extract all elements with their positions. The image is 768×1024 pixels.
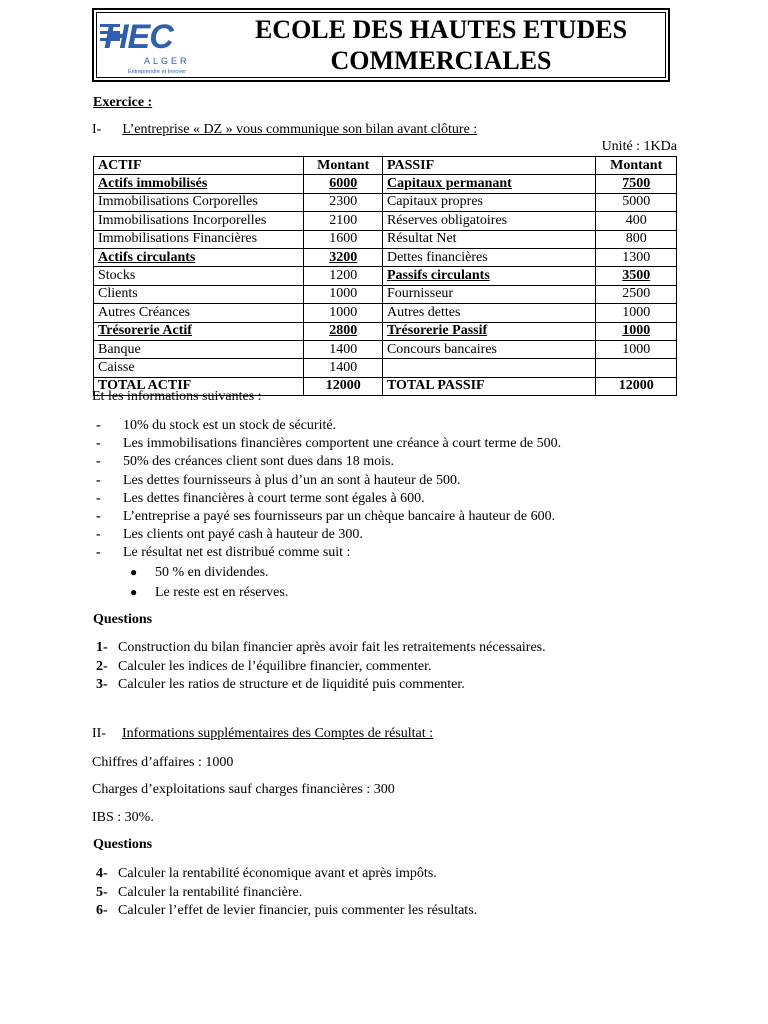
passif-amount-text: 2500 — [622, 286, 651, 302]
actif-label — [94, 322, 304, 340]
document-header — [92, 8, 670, 82]
question-text: Construction du bilan financier après avoir fait les retraitements nécessaires. — [118, 640, 546, 655]
actif-label-text: Actifs immobilisés — [98, 176, 208, 192]
question-number: 6- — [96, 903, 108, 918]
question-number: 1- — [96, 640, 108, 655]
actif-label-text: Clients — [98, 286, 138, 302]
actif-label-text: Autres Créances — [98, 304, 191, 320]
question-item — [96, 639, 546, 658]
list-item-text: Le résultat net est distribué comme suit : — [123, 545, 351, 561]
question-number: 2- — [96, 658, 108, 674]
actif-amount-text: 3200 — [329, 249, 358, 265]
questions-list-2 — [96, 865, 477, 921]
passif-label-text: Réserves obligatoires — [386, 212, 508, 228]
actif-label — [94, 340, 304, 358]
actif-amount — [304, 248, 383, 266]
passif-label-text: TOTAL PASSIF — [386, 378, 485, 394]
dash-marker: - — [96, 490, 101, 506]
actif-amount — [304, 193, 383, 211]
header-montant-passif: Montant — [596, 157, 677, 175]
logo-city: ALGER — [144, 56, 190, 66]
bullet-icon: ● — [130, 565, 138, 579]
part2-title: Informations supplémentaires des Comptes de résultat : — [122, 726, 434, 741]
questions-title-2: Questions — [93, 837, 153, 852]
school-name-line2: COMMERCIALES — [330, 46, 552, 75]
list-item-text: L’entreprise a payé ses fournisseurs par un chèque bancaire à hauteur de 600. — [123, 508, 556, 524]
actif-amount-text: 1400 — [329, 341, 358, 357]
actif-amount — [304, 377, 383, 395]
passif-amount-text: 800 — [625, 231, 647, 247]
actif-amount — [304, 230, 383, 248]
header-passif: PASSIF — [382, 157, 595, 175]
actif-label-text: Trésorerie Actif — [98, 323, 192, 339]
passif-amount — [596, 175, 677, 193]
school-name-line1: ECOLE DES HAUTES ETUDES — [254, 15, 628, 44]
questions-list-1 — [96, 639, 546, 695]
balance-sheet-table — [93, 156, 677, 396]
passif-amount-text: 1300 — [622, 249, 651, 265]
question-text: Calculer les ratios de structure et de liquidité puis commenter. — [118, 677, 465, 692]
actif-label-text: Banque — [98, 341, 141, 357]
actif-amount — [304, 340, 383, 358]
dash-marker: - — [96, 527, 101, 543]
list-item — [96, 508, 561, 526]
actif-label — [94, 359, 304, 377]
passif-label-text: Dettes financières — [386, 249, 488, 265]
exercise-title: Exercice : — [93, 95, 153, 110]
actif-label — [94, 248, 304, 266]
actif-amount-text: 2300 — [329, 194, 358, 210]
part2-number: II- — [92, 726, 106, 741]
logo-tagline: Entreprendre et Innover — [128, 69, 187, 75]
passif-label — [382, 304, 595, 322]
actif-label-text: Actifs circulants — [98, 249, 196, 265]
question-text: Calculer la rentabilité économique avant et après impôts. — [118, 866, 437, 881]
passif-label-text: Capitaux propres — [386, 194, 483, 210]
passif-amount — [596, 193, 677, 211]
passif-label — [382, 359, 595, 377]
list-item — [96, 490, 561, 508]
actif-amount — [304, 322, 383, 340]
distribution-list — [130, 563, 288, 602]
actif-amount-text: 1400 — [329, 359, 358, 375]
passif-label — [382, 193, 595, 211]
passif-amount-text: 400 — [625, 212, 647, 228]
ibs-rate: IBS : 30%. — [92, 810, 154, 825]
list-item — [96, 472, 561, 490]
actif-amount-text: 12000 — [325, 378, 361, 394]
actif-amount — [304, 267, 383, 285]
school-name — [214, 14, 668, 76]
passif-label — [382, 248, 595, 266]
list-item — [96, 453, 561, 471]
actif-amount — [304, 212, 383, 230]
header-actif: ACTIF — [94, 157, 304, 175]
part1-title: L’entreprise « DZ » vous communique son bilan avant clôture : — [122, 122, 478, 137]
table-row — [94, 212, 677, 230]
passif-amount-text: 1000 — [622, 323, 651, 339]
passif-label — [382, 212, 595, 230]
question-item — [96, 902, 477, 921]
list-item — [96, 526, 561, 544]
passif-amount-text: 7500 — [622, 176, 651, 192]
question-number: 3- — [96, 677, 108, 692]
question-text: Calculer la rentabilité financière. — [118, 884, 303, 900]
passif-amount — [596, 340, 677, 358]
unit-label: Unité : 1KDa — [601, 139, 677, 154]
passif-label — [382, 285, 595, 303]
dash-marker: - — [96, 472, 101, 488]
part1-number: I- — [92, 122, 102, 137]
passif-amount-text: 1000 — [622, 341, 651, 357]
table-row — [94, 322, 677, 340]
question-item — [96, 865, 477, 884]
passif-amount — [596, 377, 677, 395]
passif-label-text: Fournisseur — [386, 286, 454, 302]
list-item-text: Le reste est en réserves. — [155, 584, 289, 600]
actif-label-text: Immobilisations Corporelles — [98, 194, 258, 210]
actif-amount — [304, 359, 383, 377]
table-row — [94, 230, 677, 248]
question-item — [96, 658, 546, 677]
info-intro: Et les informations suivantes : — [92, 389, 262, 404]
actif-label — [94, 285, 304, 303]
question-text: Calculer les indices de l’équilibre financier, commenter. — [118, 658, 432, 674]
passif-amount — [596, 267, 677, 285]
passif-label — [382, 230, 595, 248]
table-row — [94, 285, 677, 303]
part2-heading — [92, 726, 433, 742]
question-number: 4- — [96, 866, 108, 881]
actif-label — [94, 267, 304, 285]
table-row — [94, 175, 677, 193]
actif-amount-text: 2100 — [329, 212, 358, 228]
list-item — [96, 417, 561, 435]
actif-label — [94, 193, 304, 211]
actif-amount-text: 6000 — [329, 176, 358, 192]
table-row — [94, 359, 677, 377]
table-row — [94, 267, 677, 285]
passif-label — [382, 267, 595, 285]
passif-amount-text: 1000 — [622, 304, 651, 320]
table-header-row — [94, 157, 677, 175]
list-item-text: Les dettes fournisseurs à plus d’un an sont à hauteur de 500. — [123, 472, 461, 488]
passif-amount — [596, 359, 677, 377]
actif-label-text: Caisse — [98, 359, 135, 375]
actif-amount — [304, 175, 383, 193]
list-item — [130, 583, 288, 603]
passif-amount-text: 12000 — [618, 378, 654, 394]
dash-marker: - — [96, 508, 101, 524]
bullet-icon: ● — [130, 584, 138, 599]
actif-amount-text: 1600 — [329, 231, 358, 247]
charges-exploitation: Charges d’exploitations sauf charges financières : 300 — [92, 782, 395, 797]
passif-amount — [596, 304, 677, 322]
question-text: Calculer l’effet de levier financier, puis commenter les résultats. — [118, 903, 478, 918]
passif-amount-text: 3500 — [622, 268, 651, 284]
passif-amount — [596, 322, 677, 340]
passif-label-text: Autres dettes — [386, 304, 461, 320]
actif-amount-text: 1000 — [329, 304, 358, 320]
dash-marker: - — [96, 418, 101, 433]
actif-label-text: Immobilisations Incorporelles — [98, 212, 267, 228]
passif-label-text: Trésorerie Passif — [386, 323, 488, 339]
dash-marker: - — [96, 545, 101, 561]
passif-label-text: Passifs circulants — [386, 268, 490, 284]
list-item-text: 50 % en dividendes. — [155, 565, 269, 580]
question-item — [96, 676, 546, 695]
question-number: 5- — [96, 884, 108, 900]
header-montant-actif: Montant — [304, 157, 383, 175]
actif-label-text: Immobilisations Financières — [98, 231, 258, 247]
table-row — [94, 340, 677, 358]
question-item — [96, 884, 477, 903]
passif-amount — [596, 230, 677, 248]
passif-label — [382, 340, 595, 358]
dash-marker: - — [96, 454, 101, 470]
list-item — [96, 435, 561, 453]
list-item-text: 10% du stock est un stock de sécurité. — [123, 418, 337, 433]
passif-label-text: Résultat Net — [386, 231, 457, 247]
passif-amount-text: 5000 — [622, 194, 651, 210]
list-item-text: Les clients ont payé cash à hauteur de 300. — [123, 527, 363, 543]
dash-marker: - — [96, 436, 101, 452]
logo-text: HEC — [104, 18, 173, 56]
actif-amount-text: 1200 — [329, 268, 358, 284]
passif-label-text: Concours bancaires — [386, 341, 497, 357]
passif-amount — [596, 285, 677, 303]
actif-amount-text: 1000 — [329, 286, 358, 302]
questions-title-1: Questions — [93, 612, 153, 627]
table-row — [94, 193, 677, 211]
actif-label — [94, 212, 304, 230]
list-item — [130, 563, 288, 583]
actif-label — [94, 175, 304, 193]
list-item — [96, 544, 561, 562]
list-item-text: 50% des créances client sont dues dans 18 mois. — [123, 454, 394, 470]
part1-heading — [92, 122, 477, 138]
actif-amount-text: 2800 — [329, 323, 358, 339]
list-item-text: Les dettes financières à court terme sont égales à 600. — [123, 490, 425, 506]
passif-label — [382, 322, 595, 340]
passif-amount — [596, 248, 677, 266]
actif-label-text: Stocks — [98, 268, 136, 284]
actif-amount — [304, 285, 383, 303]
actif-amount — [304, 304, 383, 322]
list-item-text: Les immobilisations financières comportent une créance à court terme de 500. — [123, 436, 562, 452]
chiffre-affaires: Chiffres d’affaires : 1000 — [92, 755, 234, 770]
info-list — [96, 417, 561, 563]
passif-label — [382, 377, 595, 395]
actif-label-text: TOTAL ACTIF — [98, 378, 192, 394]
table-row — [94, 304, 677, 322]
hec-logo — [100, 16, 222, 76]
table-row — [94, 248, 677, 266]
passif-amount — [596, 212, 677, 230]
passif-label — [382, 175, 595, 193]
actif-label — [94, 304, 304, 322]
passif-label-text: Capitaux permanant — [386, 176, 512, 192]
actif-label — [94, 230, 304, 248]
